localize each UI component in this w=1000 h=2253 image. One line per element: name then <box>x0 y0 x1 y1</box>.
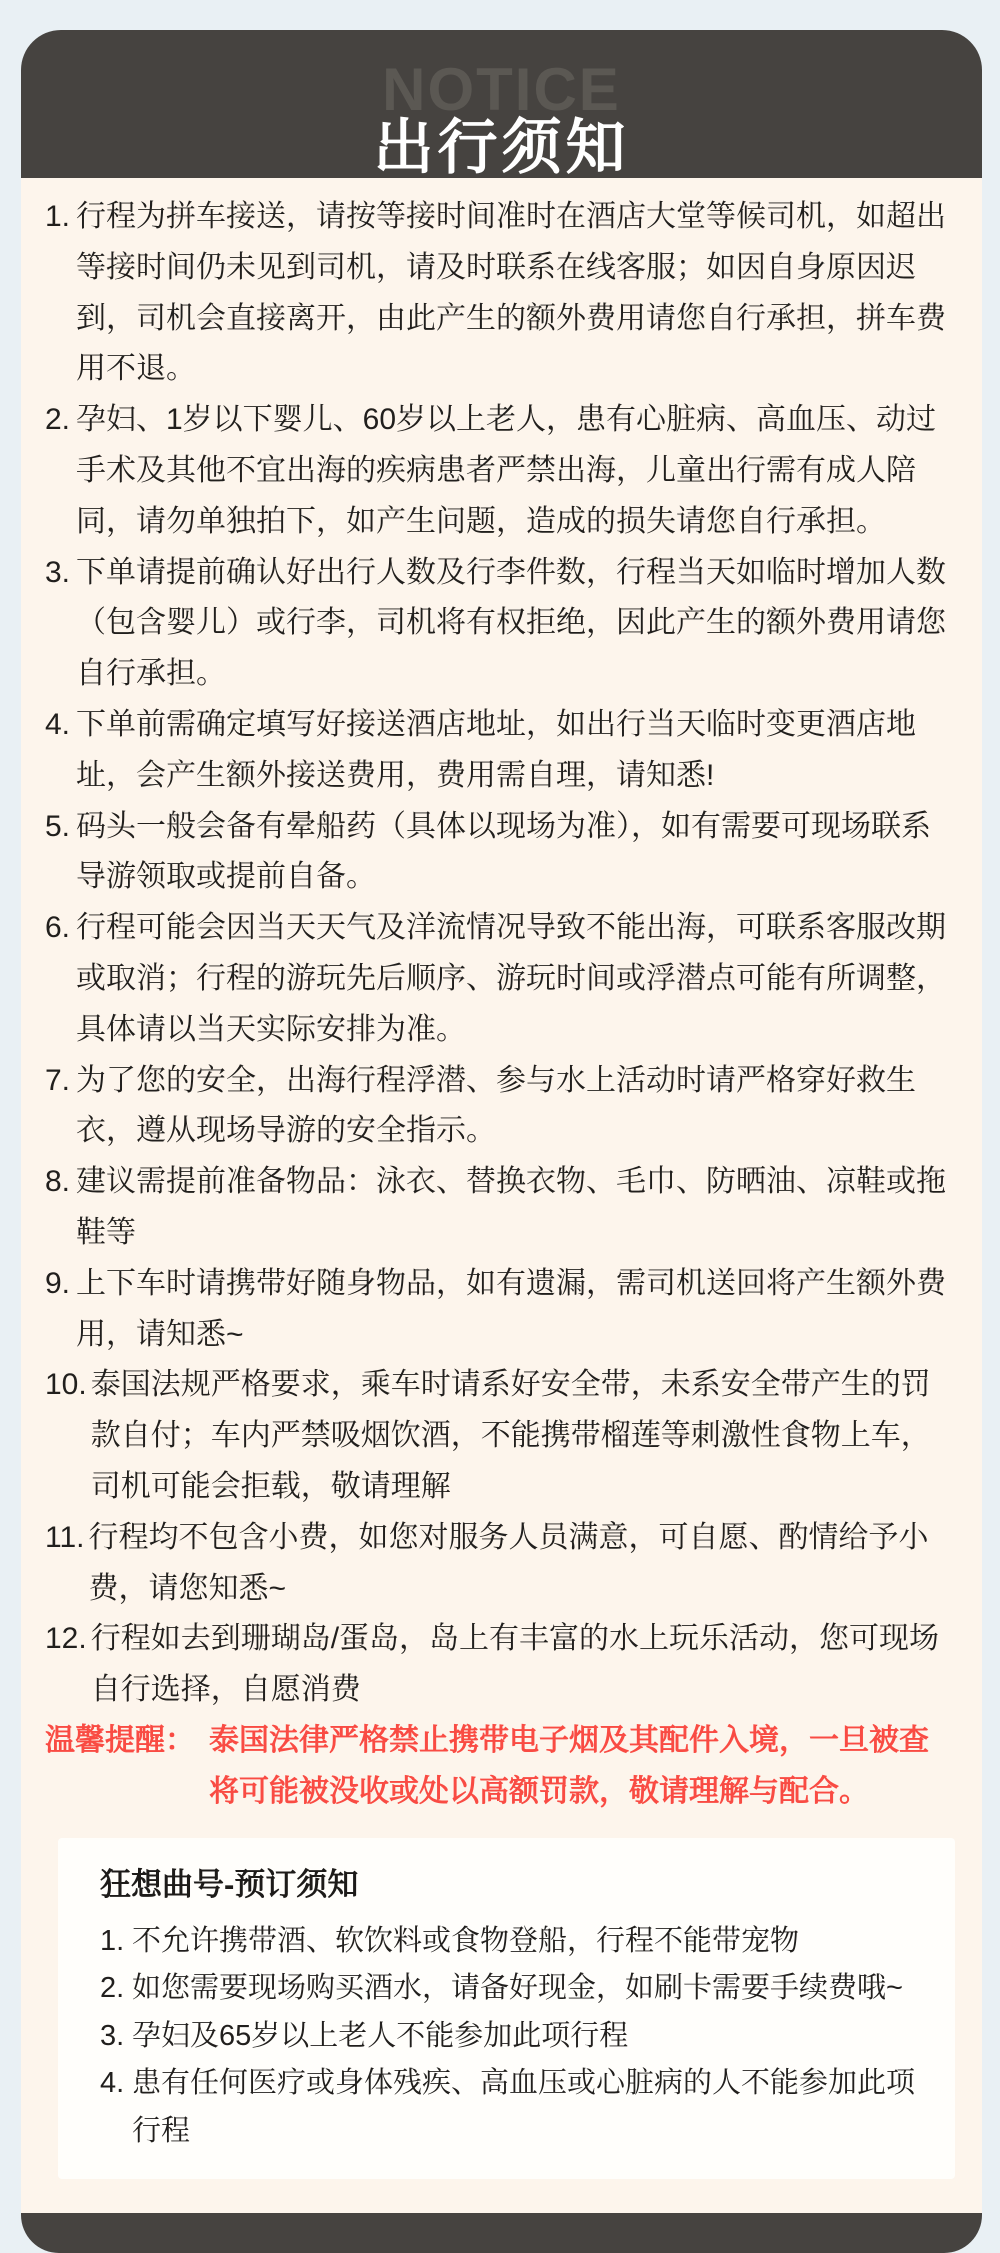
notice-item-2 <box>45 395 952 547</box>
booking-item-3 <box>100 2013 915 2061</box>
notice-item-12 <box>45 1614 952 1716</box>
notice-item-1 <box>45 192 952 395</box>
item-text: 建议需提前准备物品：泳衣、替换衣物、毛巾、防晒油、凉鞋或拖鞋等 <box>76 1165 946 1249</box>
notice-item-10 <box>45 1360 952 1512</box>
item-text: 孕妇、1岁以下婴儿、60岁以上老人，患有心脏病、高血压、动过手术及其他不宜出海的疾病患者严禁出海，儿童出行需有成人陪同，请勿单独拍下，如产生问题，造成的损失请您自行承担。 <box>76 403 937 538</box>
item-text: 如您需要现场购买酒水，请备好现金，如刷卡需要手续费哦~ <box>132 1972 903 2005</box>
notice-header <box>21 30 982 178</box>
notice-item-8 <box>45 1157 952 1259</box>
booking-notice-title: 狂想曲号-预订须知 <box>100 1866 359 1902</box>
booking-item-4 <box>100 2060 915 2155</box>
notice-card <box>21 30 982 2253</box>
item-number: 6. <box>45 911 71 945</box>
notice-item-3 <box>45 548 952 700</box>
item-text: 码头一般会备有晕船药（具体以现场为准），如有需要可现场联系导游领取或提前自备。 <box>76 809 931 894</box>
notice-watermark-text: NOTICE <box>382 56 621 123</box>
item-number: 11. <box>45 1520 85 1554</box>
notice-item-11 <box>45 1513 952 1615</box>
item-number: 5. <box>45 809 71 843</box>
notice-body <box>21 178 982 2213</box>
item-number: 7. <box>45 1063 71 1097</box>
item-number: 4. <box>100 2067 125 2100</box>
item-number: 3. <box>45 555 71 589</box>
item-text: 下单请提前确认好出行人数及行李件数，行程当天如临时增加人数（包含婴儿）或行李，司机将有权拒绝，因此产生的额外费用请您自行承担。 <box>76 555 946 691</box>
item-number: 1. <box>100 1924 125 1957</box>
notice-item-4 <box>45 700 952 802</box>
notice-item-5 <box>45 802 952 904</box>
notice-item-6 <box>45 903 952 1055</box>
travel-notice-list <box>45 192 952 1716</box>
item-text: 泰国法规严格要求，乘车时请系好安全带，未系安全带产生的罚款自付；车内严禁吸烟饮酒，不能携带榴莲等刺激性食物上车，司机可能会拒载，敬请理解 <box>90 1368 931 1503</box>
item-number: 4. <box>45 707 71 741</box>
item-text: 行程均不包含小费，如您对服务人员满意，可自愿、酌情给予小费，请您知悉~ <box>88 1520 929 1605</box>
item-number: 8. <box>45 1165 71 1199</box>
item-text: 上下车时请携带好随身物品，如有遗漏，需司机送回将产生额外费用，请知悉~ <box>76 1266 946 1351</box>
item-text: 行程为拼车接送，请按等接时间准时在酒店大堂等候司机，如超出等接时间仍未见到司机，请及时联系在线客服；如因自身原因迟到，司机会直接离开，由此产生的额外费用请您自行承担，拼车费用不退。 <box>76 200 946 386</box>
item-text: 行程可能会因当天天气及洋流情况导致不能出海，可联系客服改期或取消；行程的游玩先后顺序、游玩时间或浮潜点可能有所调整，具体请以当天实际安排为准。 <box>76 911 946 1046</box>
item-number: 9. <box>45 1266 71 1300</box>
warm-tip-text: 泰国法律严格禁止携带电子烟及其配件入境，一旦被查将可能被没收或处以高额罚款，敬请理解与配合。 <box>209 1723 929 1808</box>
booking-item-2 <box>100 1965 915 2013</box>
item-number: 10. <box>45 1368 87 1402</box>
notice-item-9 <box>45 1259 952 1361</box>
notice-footer-bar <box>21 2213 982 2253</box>
item-text: 患有任何医疗或身体残疾、高血压或心脏病的人不能参加此项行程 <box>132 2067 916 2147</box>
item-number: 1. <box>45 200 71 233</box>
item-text: 孕妇及65岁以上老人不能参加此项行程 <box>132 2019 629 2052</box>
booking-item-1 <box>100 1918 915 1966</box>
item-text: 行程如去到珊瑚岛/蛋岛，岛上有丰富的水上玩乐活动，您可现场自行选择，自愿消费 <box>90 1622 940 1707</box>
booking-notice-box <box>58 1838 955 2180</box>
item-number: 2. <box>100 1972 125 2005</box>
item-number: 2. <box>45 403 71 437</box>
item-number: 3. <box>100 2019 125 2052</box>
item-text: 不允许携带酒、软饮料或食物登船，行程不能带宠物 <box>132 1924 800 1957</box>
warm-tip-label: 温馨提醒： <box>45 1723 195 1757</box>
warm-tip-warning <box>45 1716 952 1818</box>
item-number: 12. <box>45 1622 87 1656</box>
item-text: 下单前需确定填写好接送酒店地址，如出行当天临时变更酒店地址，会产生额外接送费用，费用需自理，请知悉! <box>76 707 916 792</box>
page-title: 出行须知 <box>373 114 630 178</box>
booking-notice-list <box>100 1918 915 2156</box>
notice-item-7 <box>45 1056 952 1158</box>
item-text: 为了您的安全，出海行程浮潜、参与水上活动时请严格穿好救生衣，遵从现场导游的安全指示。 <box>76 1063 916 1148</box>
